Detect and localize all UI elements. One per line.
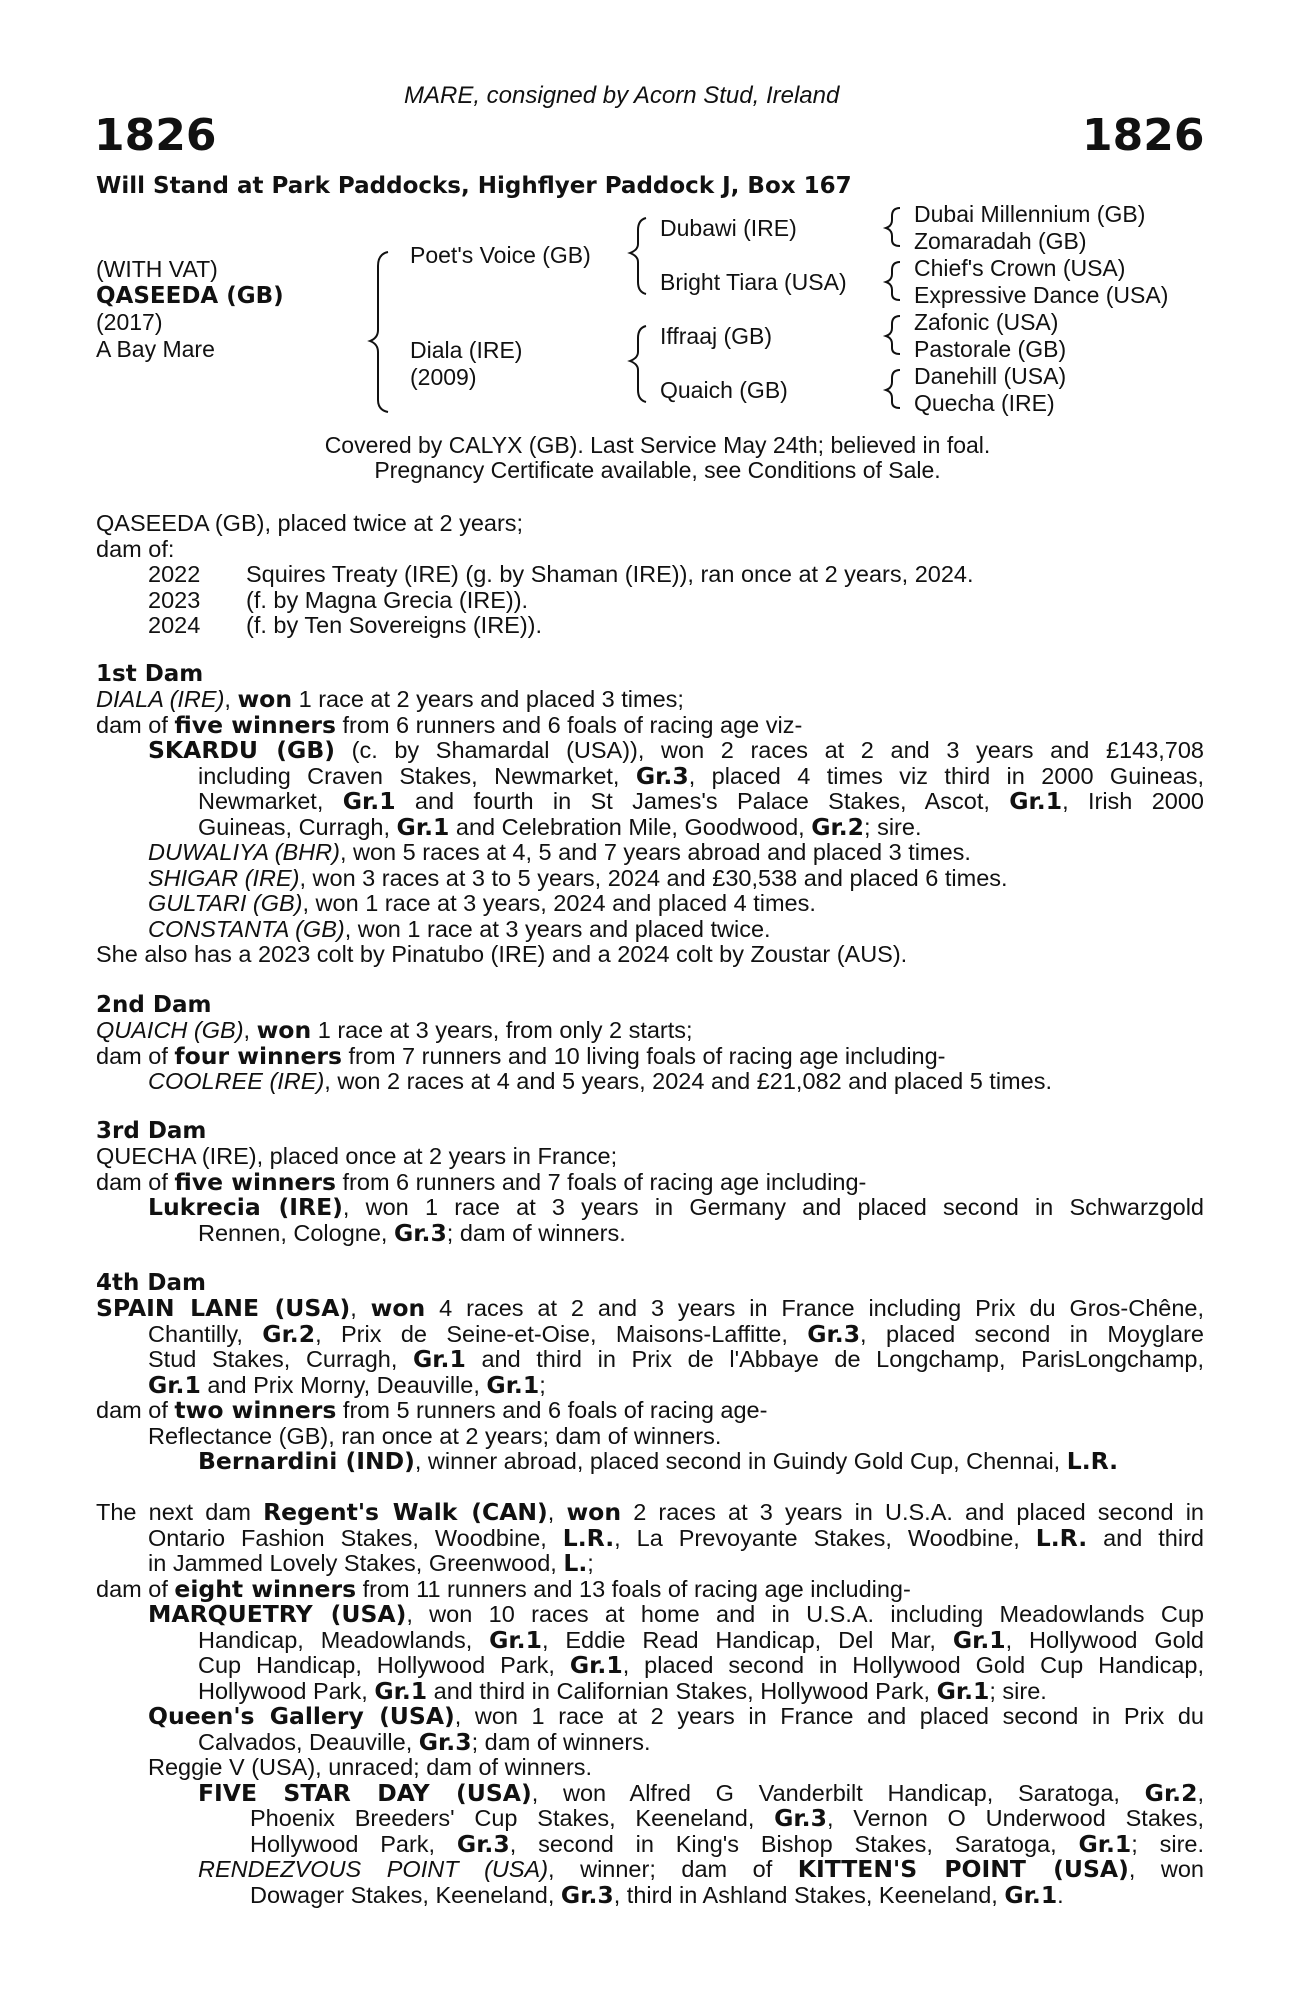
produce-year: 2022 <box>148 561 201 587</box>
regents-walk-name: Regent's Walk (CAN) <box>263 1498 548 1526</box>
rendezvous-point-text: , winner; dam of <box>548 1856 798 1882</box>
grade: Gr.1 <box>396 812 450 841</box>
grade: L.R. <box>1066 1447 1119 1475</box>
dam-of-pre: dam of <box>96 711 175 738</box>
grade: Gr.1 <box>148 1370 201 1399</box>
lukrecia-text: , won 1 race at 3 years in Germany and placed second in Schwarzgold <box>342 1194 1204 1220</box>
produce-intro: QASEEDA (GB), placed twice at 2 years; <box>96 510 524 536</box>
grade: Gr.3 <box>418 1727 472 1756</box>
pedigree-ddd: Quecha (IRE) <box>914 390 1055 416</box>
skardu-text: including Craven Stakes, Newmarket, <box>198 762 636 789</box>
marquetry-text: , Eddie Read Handicap, Del Mar, <box>541 1626 953 1653</box>
fourth-dam-heading: 4th Dam <box>96 1270 206 1296</box>
spain-lane-text: , Prix de Seine-et-Oise, Maisons-Laffitte, <box>315 1320 808 1347</box>
five-star-day-text: Phoenix Breeders' Cup Stakes, Keeneland, <box>250 1805 775 1831</box>
pedigree-ssd: Zomaradah (GB) <box>914 228 1087 254</box>
grade: Gr.1 <box>936 1676 990 1705</box>
duwaliya-text: , won 5 races at 4, 5 and 7 years abroad and placed 3 times. <box>339 839 971 865</box>
grade: Gr.1 <box>952 1625 1006 1654</box>
pedigree-dam-year: (2009) <box>410 364 477 390</box>
second-dam-name: QUAICH (GB) <box>96 1017 244 1043</box>
next-dam-section: The next dam Regent's Walk (CAN), won 2 races at 3 years in U.S.A. and placed second in Ontario Fashion Stakes, Woodbine, L.R., La Prevoyante Stakes, Woodbine, L.R. and third in Jammed Lovely Stakes, Greenwood, L.; dam of eight winners from 11 runners and 13 foals of racing age including- MARQUETRY (USA), won 10 races at home and in U.S.A. including Meadowlands Cup Handicap, Meadowlands, Gr.1, Eddie Read Handicap, Del Mar, Gr.1, Hollywood Gold Cup Handicap, Hollywood Park, Gr.1, placed second in Hollywood Gold Cup Handicap, Hollywood Park, Gr.1 and third in Californian Stakes, Hollywood Park, Gr.1; sire. Queen's Gallery (USA), won 1 race at 2 years in France and placed second in Prix du Calvados, Deauville, Gr.3; dam of winners. Reggie V (USA), unraced; dam of winners. FIVE STAR DAY (USA), won Alfred G Vanderbilt Handicap, Saratoga, Gr.2, Phoenix Breeders' Cup Stakes, Keeneland, Gr.3, Vernon O Underwood Stakes, Hollywood Park, Gr.3, second in King's Bishop Stakes, Saratoga, Gr.1; sire. RENDEZVOUS POINT (USA), winner; dam of KITTEN'S POINT (USA), won Dowager Stakes, Keeneland, Gr.3, third in Ashland Stakes, Keeneland, Gr.1. <box>96 1498 1205 1909</box>
grade: Gr.1 <box>1009 787 1063 815</box>
consignment-line: MARE, consigned by Acorn Stud, Ireland <box>404 82 840 109</box>
shigar-name: SHIGAR (IRE) <box>148 864 300 891</box>
duwaliya-name: DUWALIYA (BHR) <box>148 839 340 865</box>
gultari-text: , won 1 race at 3 years, 2024 and placed 4 times. <box>302 890 816 916</box>
marquetry-text: , Hollywood Gold <box>1005 1626 1204 1653</box>
marquetry-text: Handicap, Meadowlands, <box>198 1626 490 1653</box>
first-dam-name: DIALA (IRE) <box>96 686 225 712</box>
pedigree-sdd: Expressive Dance (USA) <box>914 282 1169 308</box>
first-dam-heading: 1st Dam <box>96 661 204 687</box>
produce-row <box>96 588 1204 614</box>
queens-gallery-text: , won 1 race at 2 years in France and placed second in Prix du <box>454 1703 1205 1729</box>
regents-walk-text: and third <box>1087 1524 1204 1551</box>
marquetry-text: and third in Californian Stakes, Hollywood Park, <box>427 1677 937 1704</box>
rendezvous-point-text: Dowager Stakes, Keeneland, <box>250 1881 561 1908</box>
spain-lane-name: SPAIN LANE (USA) <box>96 1294 351 1322</box>
lukrecia-text: Rennen, Cologne, <box>198 1219 394 1246</box>
won-label: won <box>256 1016 312 1044</box>
lukrecia-name: Lukrecia (IRE) <box>148 1193 343 1221</box>
grade: Gr.2 <box>1144 1778 1198 1807</box>
regents-walk-text: ; <box>587 1550 594 1576</box>
regents-walk-text: 2 races at 3 years in U.S.A. and placed second in <box>621 1499 1204 1525</box>
pedigree-dam: Diala (IRE) <box>410 337 523 363</box>
produce-section <box>96 511 1204 639</box>
grade: Gr.3 <box>393 1218 447 1247</box>
bernardini-name: Bernardini (IND) <box>198 1447 415 1475</box>
five-star-day-text: , Vernon O Underwood Stakes, <box>826 1805 1204 1831</box>
pedigree-dd: Quaich (GB) <box>660 377 788 403</box>
pedigree-ds: Iffraaj (GB) <box>660 323 773 349</box>
lukrecia-text: ; dam of winners. <box>446 1219 626 1246</box>
skardu-name: SKARDU (GB) <box>148 736 335 764</box>
marquetry-text: ; sire. <box>989 1677 1047 1704</box>
covering-line-2: Pregnancy Certificate available, see Conditions of Sale. <box>374 457 941 483</box>
queens-gallery-text: ; dam of winners. <box>471 1728 651 1755</box>
gultari-name: GULTARI (GB) <box>148 890 303 916</box>
dam-of-post: from 11 runners and 13 foals of racing age including- <box>356 1575 911 1602</box>
third-dam-intro: QUECHA (IRE), placed once at 2 years in France; <box>96 1143 618 1169</box>
grade: L. <box>563 1549 588 1577</box>
second-dam-record: 1 race at 3 years, from only 2 starts; <box>311 1017 693 1043</box>
produce-row <box>96 613 1204 639</box>
skardu-text: , Irish 2000 <box>1062 788 1205 814</box>
grade: Gr.1 <box>374 1676 428 1705</box>
grade: Gr.1 <box>413 1345 466 1373</box>
spain-lane-text: Chantilly, <box>148 1320 263 1347</box>
pedigree-dss: Zafonic (USA) <box>914 309 1059 335</box>
second-dam-section: 2nd Dam QUAICH (GB), won 1 race at 3 years, from only 2 starts; dam of four winners from 7 runners and 10 living foals of racing age including- COOLREE (IRE), won 2 races at 4 and 5 years, 2024 and £21,082 and placed 5 times. <box>96 992 1204 1095</box>
fourth-dam-section: 4th Dam SPAIN LANE (USA), won 4 races at 2 and 3 years in France including Prix du Gros-Chêne, Chantilly, Gr.2, Prix de Seine-et-Oise, Maisons-Laffitte, Gr.3, placed second in Moyglare Stud Stakes, Curragh, Gr.1 and third in Prix de l'Abbaye de Longchamp, ParisLongchamp, Gr.1 and Prix Morny, Deauville, Gr.1; dam of two winners from 5 runners and 6 foals of racing age- Reflectance (GB), ran once at 2 years; dam of winners. Bernardini (IND), winner abroad, placed second in Guindy Gold Cup, Chennai, L.R. <box>96 1270 1205 1475</box>
horse-name: QASEEDA (GB) <box>96 283 284 309</box>
horse-year: (2017) <box>96 309 163 335</box>
rendezvous-point-text: , won <box>1128 1856 1204 1882</box>
spain-lane-text: and Prix Morny, Deauville, <box>200 1371 487 1398</box>
lot-number-left: 1826 <box>94 110 217 161</box>
pedigree-sd: Bright Tiara (USA) <box>660 269 847 295</box>
kittens-point-name: KITTEN'S POINT (USA) <box>797 1855 1129 1883</box>
grade: Gr.2 <box>811 812 865 841</box>
dam-of-winners: five winners <box>174 1167 336 1196</box>
won-label: won <box>237 685 293 713</box>
pedigree-dsd: Pastorale (GB) <box>914 336 1067 362</box>
rendezvous-point-text: , third in Ashland Stakes, Keeneland, <box>613 1881 1005 1908</box>
pedigree-sss: Dubai Millennium (GB) <box>914 201 1146 227</box>
grade: Gr.3 <box>635 761 689 790</box>
reggie-line: Reggie V (USA), unraced; dam of winners. <box>148 1754 593 1780</box>
reflectance-line: Reflectance (GB), ran once at 2 years; dam of winners. <box>148 1422 722 1449</box>
next-dam-pre: The next dam <box>96 1499 264 1525</box>
coolree-text: , won 2 races at 4 and 5 years, 2024 and £21,082 and placed 5 times. <box>324 1068 1052 1094</box>
pedigree-sds: Chief's Crown (USA) <box>914 255 1126 281</box>
skardu-text: and fourth in St James's Palace Stakes, Ascot, <box>395 788 1010 814</box>
rendezvous-point-name: RENDEZVOUS POINT (USA) <box>198 1856 549 1882</box>
marquetry-text: , won 10 races at home and in U.S.A. including Meadowlands Cup <box>406 1601 1204 1627</box>
dam-of-pre: dam of <box>96 1042 175 1069</box>
rendezvous-point-text: . <box>1057 1881 1064 1908</box>
regents-walk-text: , La Prevoyante Stakes, Woodbine, <box>614 1524 1036 1551</box>
location-line: Will Stand at Park Paddocks, Highflyer Paddock J, Box 167 <box>96 173 852 199</box>
grade: Gr.3 <box>456 1829 510 1858</box>
regents-walk-text: Ontario Fashion Stakes, Woodbine, <box>148 1524 563 1551</box>
dam-of-post: from 6 runners and 7 foals of racing age including- <box>335 1168 867 1195</box>
marquetry-text: , placed second in Hollywood Gold Cup Handicap, <box>622 1652 1204 1678</box>
grade: Gr.3 <box>774 1804 827 1832</box>
five-star-day-text: , <box>1197 1779 1204 1806</box>
regents-walk-text: in Jammed Lovely Stakes, Greenwood, <box>148 1550 564 1576</box>
grade: L.R. <box>1035 1523 1088 1552</box>
grade: Gr.1 <box>1078 1829 1132 1858</box>
spain-lane-text: 4 races at 2 and 3 years in France including Prix du Gros-Chêne, <box>425 1295 1204 1321</box>
grade: Gr.3 <box>560 1880 614 1909</box>
dam-of-winners: five winners <box>174 710 336 739</box>
third-dam-section <box>96 1118 1204 1246</box>
produce-text: (f. by Magna Grecia (IRE)). <box>246 586 529 613</box>
first-dam-record: 1 race at 2 years and placed 3 times; <box>292 686 684 712</box>
skardu-text: , placed 4 times viz third in 2000 Guineas, <box>688 762 1204 789</box>
grade: Gr.3 <box>807 1319 861 1348</box>
dam-of-post: from 6 runners and 6 foals of racing age viz- <box>335 711 803 738</box>
spain-lane-text: Stud Stakes, Curragh, <box>148 1346 414 1372</box>
constanta-name: CONSTANTA (GB) <box>148 915 345 942</box>
bernardini-text: , winner abroad, placed second in Guindy Gold Cup, Chennai, <box>414 1448 1067 1474</box>
pedigree-dds: Danehill (USA) <box>914 363 1067 389</box>
third-dam-heading: 3rd Dam <box>96 1118 207 1144</box>
dam-of-pre: dam of <box>96 1397 175 1423</box>
dam-of-winners: four winners <box>174 1041 342 1070</box>
dam-of-post: from 5 runners and 6 foals of racing age- <box>336 1397 768 1423</box>
second-dam-heading: 2nd Dam <box>96 992 212 1018</box>
queens-gallery-name: Queen's Gallery (USA) <box>148 1702 455 1730</box>
horse-description: A Bay Mare <box>96 336 215 362</box>
constanta-text: , won 1 race at 3 years and placed twice. <box>344 915 771 942</box>
won-label: won <box>370 1294 426 1322</box>
dam-of-post: from 7 runners and 10 living foals of racing age including- <box>342 1042 946 1069</box>
grade: Gr.1 <box>569 1651 623 1679</box>
pedigree-ss: Dubawi (IRE) <box>660 215 797 241</box>
vat-label: (WITH VAT) <box>96 256 218 282</box>
five-star-day-text: , second in King's Bishop Stakes, Saratoga, <box>509 1830 1079 1857</box>
covering-line-1: Covered by CALYX (GB). Last Service May 24th; believed in foal. <box>324 432 991 458</box>
queens-gallery-text: Calvados, Deauville, <box>198 1728 419 1755</box>
five-star-day-name: FIVE STAR DAY (USA) <box>198 1778 532 1807</box>
spain-lane-text: ; <box>539 1371 546 1398</box>
grade: Gr.1 <box>342 787 396 815</box>
won-label: won <box>566 1498 622 1526</box>
coolree-name: COOLREE (IRE) <box>148 1068 325 1094</box>
marquetry-name: MARQUETRY (USA) <box>148 1600 407 1628</box>
grade: Gr.2 <box>262 1319 316 1348</box>
spain-lane-text: and third in Prix de l'Abbaye de Longchamp, ParisLongchamp, <box>465 1346 1205 1372</box>
marquetry-text: Cup Handicap, Hollywood Park, <box>198 1652 570 1678</box>
shigar-text: , won 3 races at 3 to 5 years, 2024 and £30,538 and placed 6 times. <box>299 864 1008 891</box>
lot-number-right: 1826 <box>1082 110 1205 161</box>
spain-lane-text: , placed second in Moyglare <box>860 1320 1204 1347</box>
grade: Gr.1 <box>489 1625 542 1654</box>
skardu-text: (c. by Shamardal (USA)), won 2 races at 2 and 3 years and £143,708 <box>334 737 1204 763</box>
five-star-day-text: Hollywood Park, <box>250 1830 457 1857</box>
produce-row <box>96 562 1204 588</box>
skardu-text: ; sire. <box>864 813 922 840</box>
five-star-day-text: , won Alfred G Vanderbilt Handicap, Saratoga, <box>531 1779 1145 1806</box>
first-dam-section: 1st Dam DIALA (IRE), won 1 race at 2 years and placed 3 times; dam of five winners from 6 runners and 6 foals of racing age viz- SKARDU (GB) (c. by Shamardal (USA)), won 2 races at 2 and 3 years and £143,708 including Craven Stakes, Newmarket, Gr.3, placed 4 times viz third in 2000 Guineas, Newmarket, Gr.1 and fourth in St James's Palace Stakes, Ascot, Gr.1, Irish 2000 Guineas, Curragh, Gr.1 and Celebration Mile, Goodwood, Gr.2; sire. DUWALIYA (BHR), won 5 races at 4, 5 and 7 years abroad and placed 3 times. SHIGAR (IRE), won 3 races at 3 to 5 years, 2024 and £30,538 and placed 6 times. GULTARI (GB), won 1 race at 3 years, 2024 and placed 4 times. CONSTANTA (GB), won 1 race at 3 years and placed twice. She also has a 2023 colt by Pinatubo (IRE) and a 2024 colt by Zoustar (AUS). <box>96 661 1205 967</box>
produce-text: Squires Treaty (IRE) (g. by Shaman (IRE)), ran once at 2 years, 2024. <box>246 561 974 587</box>
produce-year: 2023 <box>148 586 201 613</box>
grade: Gr.1 <box>486 1370 540 1399</box>
produce-text: (f. by Ten Sovereigns (IRE)). <box>246 612 543 638</box>
five-star-day-text: ; sire. <box>1131 1830 1204 1857</box>
grade: L.R. <box>562 1523 615 1552</box>
produce-year: 2024 <box>148 612 201 638</box>
skardu-text: and Celebration Mile, Goodwood, <box>449 813 812 840</box>
dam-of-pre: dam of <box>96 1168 175 1195</box>
dam-of-pre: dam of <box>96 1575 175 1602</box>
skardu-text: Guineas, Curragh, <box>198 813 397 840</box>
marquetry-text: Hollywood Park, <box>198 1677 375 1704</box>
dam-of-winners: eight winners <box>174 1574 357 1603</box>
pedigree-sire: Poet's Voice (GB) <box>410 242 591 268</box>
dam-of-winners: two winners <box>174 1396 337 1424</box>
skardu-text: Newmarket, <box>198 788 343 814</box>
first-dam-also: She also has a 2023 colt by Pinatubo (IRE) and a 2024 colt by Zoustar (AUS). <box>96 941 908 967</box>
grade: Gr.1 <box>1004 1880 1058 1909</box>
produce-dam-of: dam of: <box>96 535 175 562</box>
